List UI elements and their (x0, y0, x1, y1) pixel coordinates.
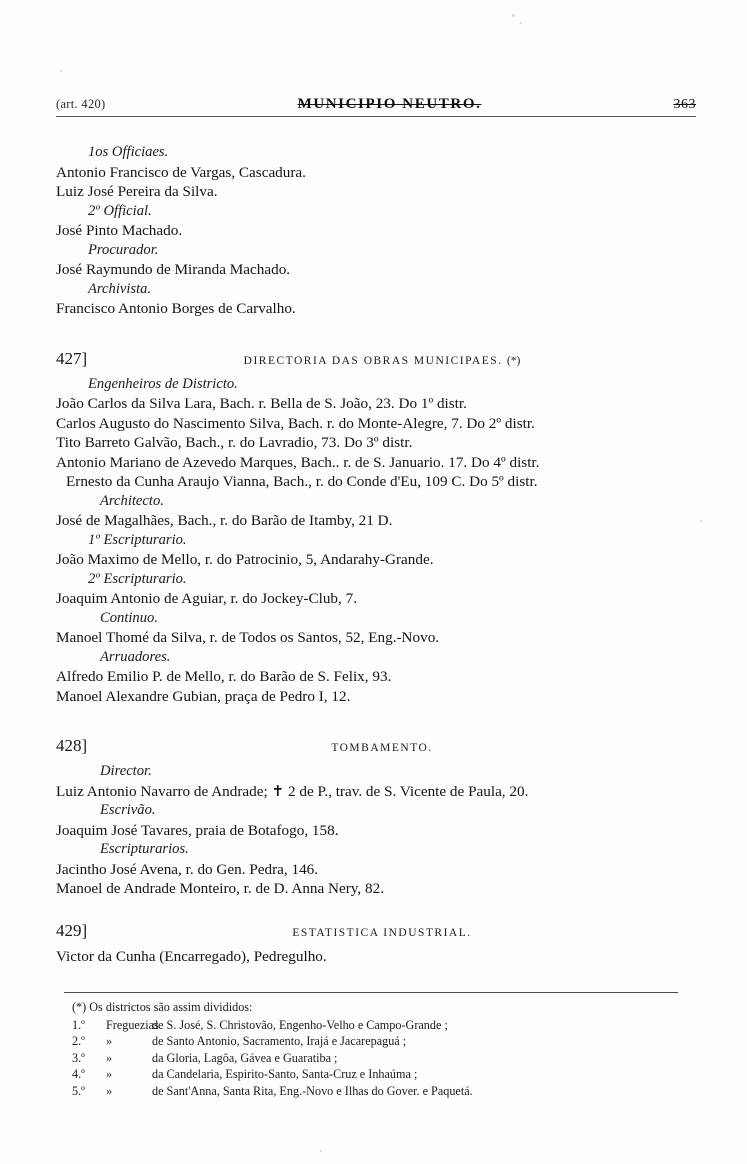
subheading: Procurador. (88, 241, 159, 258)
entry-line: Victor da Cunha (Encarregado), Pedregulho. (56, 947, 327, 965)
footnote-group: » (106, 1050, 113, 1065)
footnote-row (72, 1033, 696, 1050)
subheading: Continuo. (100, 609, 158, 626)
section-body-427 (56, 375, 696, 707)
footnote-row (72, 1066, 696, 1083)
footnote-text: de S. José, S. Christovão, Engenho-Velho e Campo-Grande ; (152, 1017, 448, 1032)
scan-speck (60, 70, 62, 72)
entry-line: Carlos Augusto do Nascimento Silva, Bach. r. do Monte-Alegre, 7. Do 2º distr. (56, 414, 535, 432)
entry-line: Joaquim Antonio de Aguiar, r. do Jockey-Club, 7. (56, 590, 358, 607)
page-number: 363 (673, 97, 696, 112)
scan-speck (320, 1150, 322, 1152)
footnote (72, 999, 696, 1099)
entry-line: Tito Barreto Galvão, Bach., r. do Lavradio, 73. Do 3º distr. (56, 434, 413, 451)
section-heading-429 (56, 921, 696, 941)
footnote-marker: (*) (506, 354, 521, 367)
section-officiaes (56, 143, 696, 319)
scan-speck (520, 22, 522, 24)
footnote-index: 1.º (72, 1017, 85, 1032)
subheading: Escripturarios. (100, 841, 189, 857)
footnote-group: Freguezias (106, 1017, 159, 1032)
subheading: 1os Officiaes. (88, 144, 169, 160)
entry-line: Francisco Antonio Borges de Carvalho. (56, 300, 296, 317)
entry-line: João Maximo de Mello, r. do Patrocinio, 5, Andarahy-Grande. (56, 551, 434, 568)
entry-line: Manoel Alexandre Gubian, praça de Pedro I, 12. (56, 687, 351, 705)
entry-line: Manoel de Andrade Monteiro, r. de D. Anna Nery, 82. (56, 880, 384, 897)
entry-line: Antonio Francisco de Vargas, Cascadura. (56, 163, 306, 181)
entry-line: João Carlos da Silva Lara, Bach. r. Bella de S. João, 23. Do 1º distr. (56, 395, 467, 412)
section-title (128, 355, 696, 367)
footnote-text: de Santo Antonio, Sacramento, Irajá e Jacarepaguá ; (152, 1034, 407, 1048)
entry-line: José de Magalhães, Bach., r. do Barão de Itamby, 21 D. (56, 512, 393, 529)
entry-line: Alfredo Emilio P. de Mello, r. do Barão de S. Felix, 93. (56, 668, 392, 685)
entry-line: Ernesto da Cunha Araujo Vianna, Bach., r. do Conde d'Eu, 109 C. Do 5º distr. (66, 473, 538, 490)
section-title: TOMBAMENTO. (331, 742, 433, 754)
footnote-text: da Candelaria, Espirito-Santo, Santa-Cruz e Inhaúma ; (152, 1067, 418, 1081)
footnote-index: 2.º (72, 1034, 85, 1048)
entry-line: Jacintho José Avena, r. do Gen. Pedra, 146. (56, 860, 319, 878)
section-title-text: DIRECTORIA DAS OBRAS MUNICIPAES. (243, 354, 503, 367)
entry-line: Luiz Antonio Navarro de Andrade; ✝ 2 de P., trav. de S. Vicente de Paula, 20. (56, 782, 529, 800)
entry-line: José Raymundo de Miranda Machado. (56, 261, 291, 278)
footnote-group: » (106, 1034, 113, 1048)
section-title: ESTATISTICA INDUSTRIAL. (292, 926, 472, 939)
footnote-intro: (*) Os districtos são assim divididos: (72, 1000, 253, 1014)
footnote-row (72, 1083, 696, 1100)
footnote-group: » (106, 1067, 113, 1081)
footnote-row (72, 1050, 696, 1067)
footnote-index: 4.º (72, 1067, 85, 1081)
subheading: 2º Escripturario. (88, 570, 187, 587)
entry-line: Joaquim José Tavares, praia de Botafogo, 158. (56, 821, 339, 839)
section-number: 427] (56, 348, 88, 368)
entry-line: Luiz José Pereira da Silva. (56, 183, 218, 200)
footnote-row (72, 1017, 696, 1034)
subheading: 2º Official. (88, 202, 152, 219)
scan-speck (512, 14, 515, 17)
section-number: 428] (56, 736, 88, 755)
subheading: Archivista. (88, 280, 152, 297)
section-heading-427 (56, 349, 696, 369)
footnote-index: 3.º (72, 1050, 85, 1065)
footnote-rule (64, 992, 678, 993)
subheading: Architecto. (100, 492, 164, 509)
subheading: Escrivão. (100, 802, 156, 818)
subheading: 1º Escripturario. (88, 531, 187, 548)
header-rule (56, 116, 696, 117)
subheading: Arruadores. (100, 648, 171, 665)
header-article-ref: (art. 420) (56, 97, 106, 111)
footnote-text: da Gloria, Lagôa, Gávea e Guaratiba ; (152, 1050, 338, 1065)
entry-line: José Pinto Machado. (56, 222, 183, 239)
page-header (56, 96, 696, 115)
subheading: Engenheiros de Districto. (88, 375, 238, 392)
section-body-429 (56, 947, 696, 967)
scan-speck (700, 520, 702, 522)
header-running-title: MUNICIPIO NEUTRO. (297, 96, 482, 112)
entry-line: Manoel Thomé da Silva, r. de Todos os Santos, 52, Eng.-Novo. (56, 629, 440, 646)
entry-line: Antonio Mariano de Azevedo Marques, Bach.. r. de S. Januario. 17. Do 4º distr. (56, 453, 540, 471)
footnote-group: » (106, 1083, 113, 1098)
subheading: Director. (100, 763, 152, 779)
section-body-428 (56, 762, 696, 899)
page-content (56, 96, 696, 1099)
footnote-index: 5.º (72, 1083, 85, 1098)
section-heading-428 (56, 736, 696, 756)
footnote-text: de Sant'Anna, Santa Rita, Eng.-Novo e Ilhas do Gover. e Paquetá. (152, 1083, 473, 1098)
section-number: 429] (56, 920, 88, 940)
